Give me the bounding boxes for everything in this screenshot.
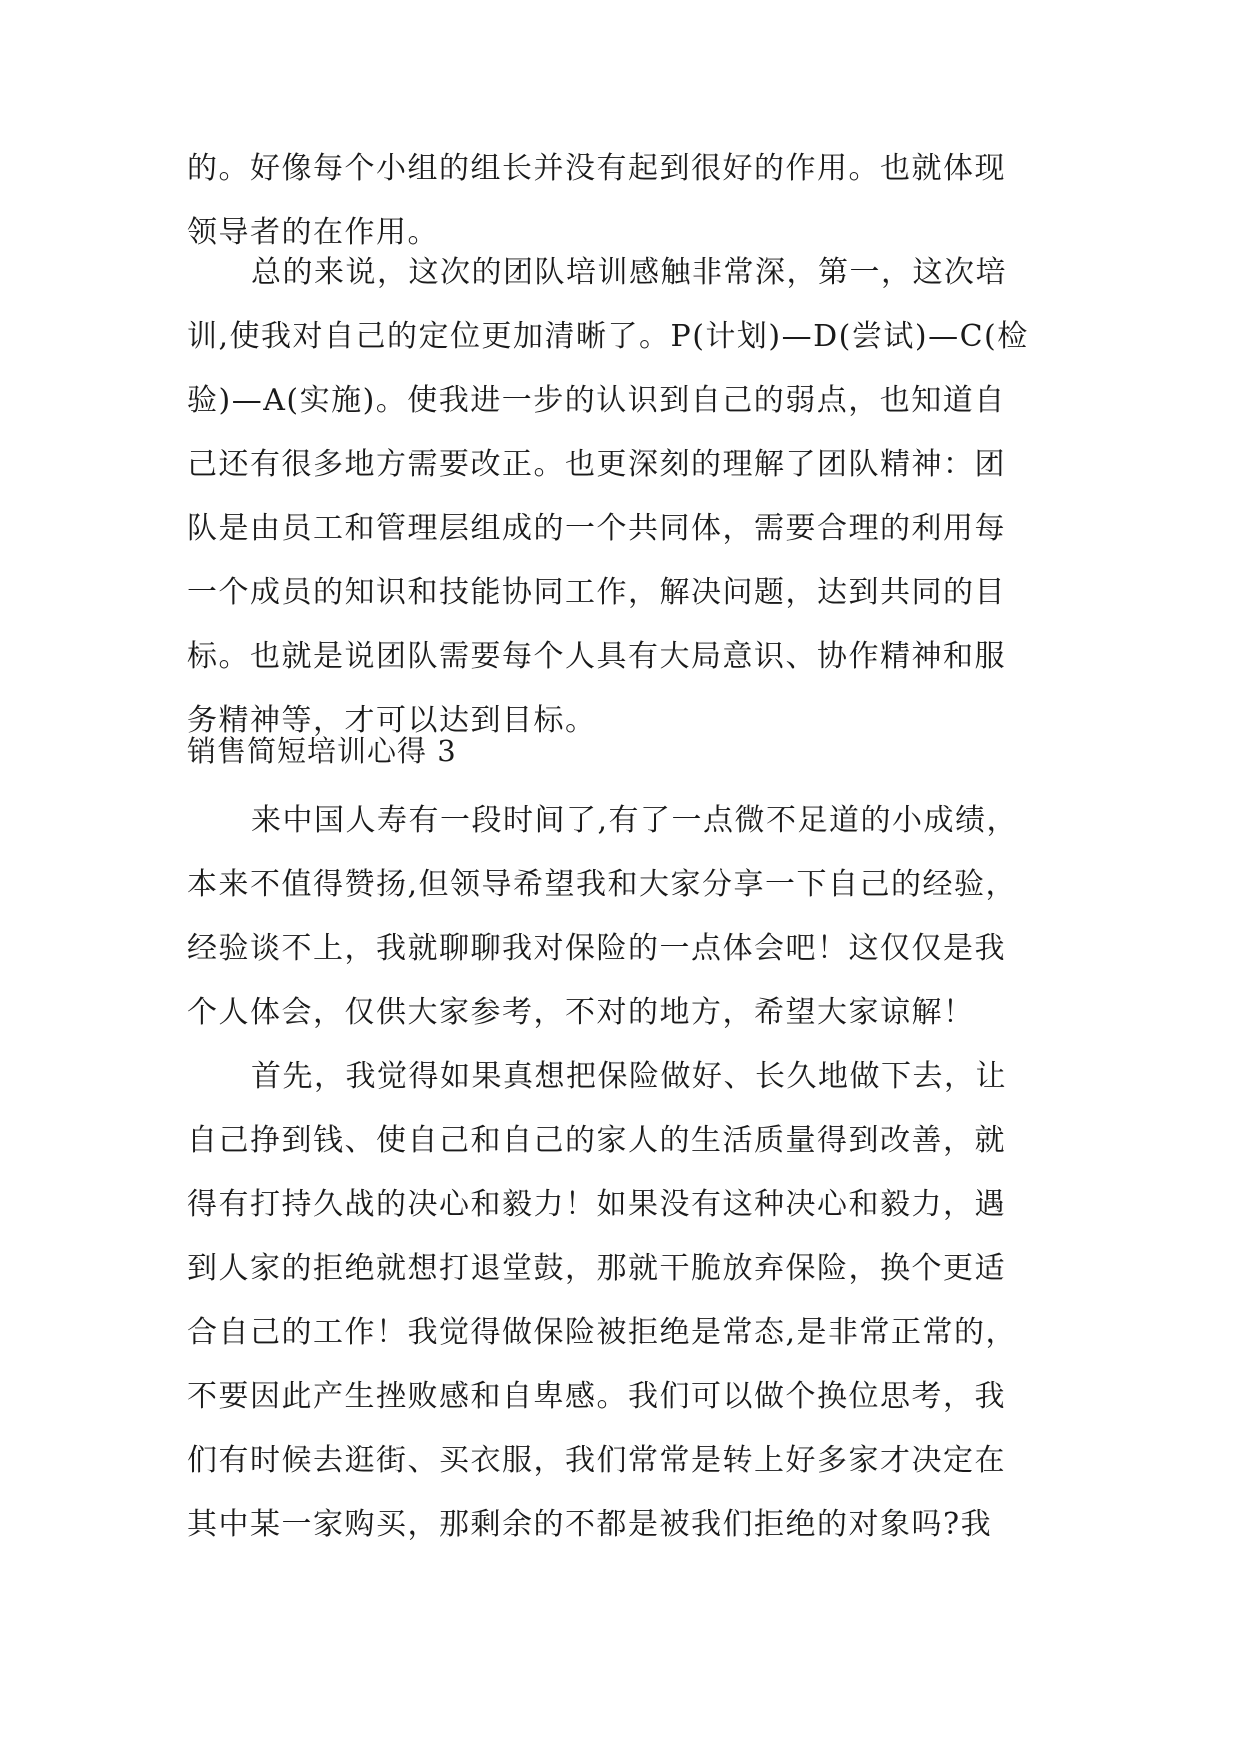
paragraph-2-line-7: 标。也就是说团队需要每个人具有大局意识、协作精神和服 <box>187 639 1006 674</box>
paragraph-2-line-2: 训,使我对自己的定位更加清晰了。P(计划)—D(尝试)—C(检 <box>187 319 1029 354</box>
paragraph-4 <box>187 1045 1057 1557</box>
paragraph-2-line-8: 务精神等，才可以达到目标。 <box>187 703 597 738</box>
paragraph-1-line-2: 领导者的在作用。 <box>187 215 439 250</box>
paragraph-2-line-6: 一个成员的知识和技能协同工作，解决问题，达到共同的目 <box>187 575 1006 610</box>
paragraph-4-line-6: 不要因此产生挫败感和自卑感。我们可以做个换位思考，我 <box>187 1379 1006 1414</box>
section-heading-block <box>187 723 1057 779</box>
paragraph-3-line-1: 来中国人寿有一段时间了,有了一点微不足道的小成绩， <box>251 803 1019 838</box>
paragraph-2-line-1: 总的来说，这次的团队培训感触非常深，第一，这次培 <box>251 255 1007 290</box>
paragraph-4-line-5: 合自己的工作！我觉得做保险被拒绝是常态,是非常正常的， <box>187 1315 1018 1350</box>
paragraph-4-line-8: 其中某一家购买，那剩余的不都是被我们拒绝的对象吗?我 <box>187 1507 993 1542</box>
paragraph-4-line-4: 到人家的拒绝就想打退堂鼓，那就干脆放弃保险，换个更适 <box>187 1251 1006 1286</box>
paragraph-2 <box>187 241 1057 753</box>
paragraph-3-line-4: 个人体会，仅供大家参考，不对的地方，希望大家谅解！ <box>187 995 975 1030</box>
paragraph-2-line-3: 验)—A(实施)。使我进一步的认识到自己的弱点，也知道自 <box>187 383 1006 418</box>
paragraph-3 <box>187 789 1057 1045</box>
paragraph-1-line-1: 的。好像每个小组的组长并没有起到很好的作用。也就体现 <box>187 151 1006 186</box>
paragraph-2-line-4: 己还有很多地方需要改正。也更深刻的理解了团队精神：团 <box>187 447 1006 482</box>
section-heading: 销售简短培训心得 3 <box>187 734 457 768</box>
paragraph-4-line-3: 得有打持久战的决心和毅力！如果没有这种决心和毅力，遇 <box>187 1187 1006 1222</box>
paragraph-4-line-7: 们有时候去逛街、买衣服，我们常常是转上好多家才决定在 <box>187 1443 1006 1478</box>
paragraph-2-line-5: 队是由员工和管理层组成的一个共同体，需要合理的利用每 <box>187 511 1006 546</box>
paragraph-4-line-1: 首先，我觉得如果真想把保险做好、长久地做下去，让 <box>251 1059 1007 1094</box>
paragraph-3-line-2: 本来不值得赞扬,但领导希望我和大家分享一下自己的经验， <box>187 867 1018 902</box>
paragraph-3-line-3: 经验谈不上，我就聊聊我对保险的一点体会吧！这仅仅是我 <box>187 931 1006 966</box>
paragraph-4-line-2: 自己挣到钱、使自己和自己的家人的生活质量得到改善，就 <box>187 1123 1006 1158</box>
